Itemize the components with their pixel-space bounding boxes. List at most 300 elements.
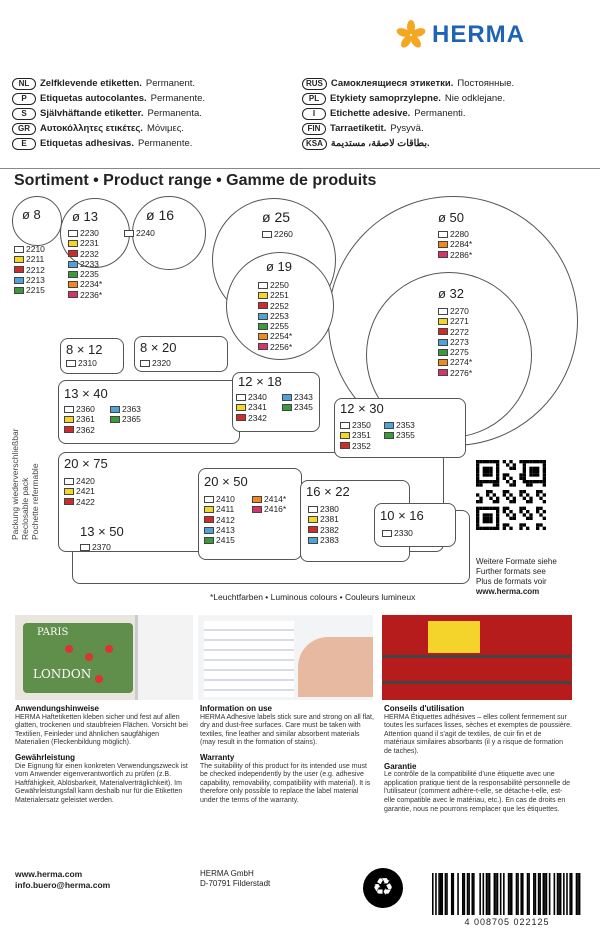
size-label: ø 25 (262, 209, 291, 225)
color-swatch (64, 498, 74, 505)
article-number: 2210 (26, 244, 45, 254)
color-swatch (258, 343, 268, 350)
size-label: ø 8 (22, 207, 41, 222)
article-number: 2260 (274, 229, 293, 239)
article-number: 2382 (320, 524, 339, 535)
section-en-title2: Warranty (200, 752, 235, 762)
section-en-body2: The suitability of this product for its intended use must be checked independently by the user (e.g. adhesive capability, removability, compatibility with material). It is therefore only possible to replace the label material under the terms of the warranty. (200, 762, 371, 804)
article-list (282, 392, 313, 413)
color-swatch (14, 256, 24, 263)
color-swatch (14, 277, 24, 284)
size-label: 8 × 12 (66, 342, 103, 357)
section-de-body1: HERMA Haftetiketten kleben sicher und fest auf allen glatten, trockenen und staubfreien Flächen. Vorsicht bei Textilien, Feinleder und ähnlichen saugfähigen Materialien (Fleckenbildung möglich). (15, 713, 188, 747)
article-list (252, 494, 286, 515)
color-swatch (14, 287, 24, 294)
article-item (64, 404, 95, 414)
article-item (204, 494, 235, 504)
color-swatch (340, 432, 350, 439)
footer-address (200, 869, 270, 889)
language-code: PL (302, 93, 326, 105)
article-number: 2416* (264, 504, 287, 515)
article-item (68, 238, 102, 248)
section-de-body2: Die Eignung für einen konkreten Verwendungszweck ist vom Anwender eigenverantwortlich zu prüfen (z.B. Haftfähigkeit, Ablösbarkeit, Materialverträglichkeit). Im Gewährleistungsfall kann deshalb nur für die Etiketten Materialersatz geleistet werden. (15, 762, 188, 804)
color-swatch (382, 530, 392, 537)
color-swatch (14, 246, 24, 253)
language-code: RUS (302, 78, 327, 90)
article-item (438, 327, 472, 337)
color-swatch (282, 394, 292, 401)
color-swatch (308, 506, 318, 513)
section-fr-body1: HERMA Étiquettes adhésives – elles collent fermement sur toutes les surfaces lisses, sèches et exemptes de poussière. Attention quand il s'agit de textiles, de cuir fin et de matériaux similaires absorbants (il y a risque de formation de taches). (384, 713, 572, 755)
article-number: 2286* (450, 249, 473, 260)
color-swatch (252, 506, 262, 513)
article-list (80, 542, 111, 552)
color-swatch (68, 281, 78, 288)
article-item (282, 392, 313, 402)
language-row (12, 136, 205, 151)
color-swatch (68, 261, 78, 268)
article-number: 2270 (450, 306, 469, 316)
article-number: 2353 (396, 420, 415, 430)
footer-urls (15, 869, 110, 891)
article-number: 2345 (294, 402, 313, 413)
article-number: 2310 (78, 358, 97, 368)
article-list (124, 228, 155, 238)
size-label: 10 × 16 (380, 508, 424, 523)
article-item (438, 368, 472, 378)
article-item (340, 430, 371, 440)
article-item (66, 358, 97, 368)
article-item (438, 316, 472, 326)
article-number: 2284* (450, 239, 473, 250)
photo-sheet (198, 615, 373, 700)
color-swatch (258, 313, 268, 320)
languages-right (302, 76, 514, 151)
flower-icon (396, 20, 426, 50)
language-row (12, 91, 205, 106)
color-swatch (282, 404, 292, 411)
article-number: 2276* (450, 367, 473, 378)
color-swatch (236, 414, 246, 421)
more-formats-line: Weitere Formate siehe (476, 557, 557, 566)
article-number: 2280 (450, 229, 469, 239)
color-swatch (68, 250, 78, 257)
photo-label-paris: PARIS (37, 627, 69, 638)
language-note: Постоянные. (457, 78, 515, 89)
article-item (14, 254, 45, 264)
language-label: Αυτοκόλλητες ετικέτες. (40, 123, 143, 134)
section-fr (384, 705, 572, 814)
reclosable-text (10, 340, 40, 540)
article-list (438, 229, 472, 260)
color-swatch (308, 537, 318, 544)
article-number: 2212 (26, 264, 45, 275)
article-list (66, 358, 97, 368)
photo-label-london: LONDON (33, 667, 92, 681)
color-swatch (124, 230, 134, 237)
article-item (308, 504, 339, 514)
reclosable-line: Packung wiederverschließbar (10, 428, 20, 540)
article-item (282, 402, 313, 412)
size-label: ø 32 (438, 286, 465, 301)
size-label: 13 × 40 (64, 386, 108, 401)
article-item (80, 542, 111, 552)
color-swatch (64, 416, 74, 423)
article-list (64, 476, 95, 507)
color-swatch (258, 302, 268, 309)
color-swatch (64, 478, 74, 485)
article-number: 2231 (80, 238, 99, 249)
color-swatch (258, 282, 268, 289)
color-swatch (140, 360, 150, 367)
article-item (258, 301, 292, 311)
article-number: 2361 (76, 414, 95, 425)
article-item (14, 285, 45, 295)
article-list (140, 358, 171, 368)
color-swatch (258, 292, 268, 299)
article-number: 2421 (76, 486, 95, 497)
article-list (382, 528, 413, 538)
color-swatch (204, 527, 214, 534)
article-number: 2412 (216, 514, 235, 525)
article-number: 2271 (450, 316, 469, 327)
article-number: 2251 (270, 290, 289, 301)
color-swatch (438, 241, 448, 248)
size-label: ø 19 (266, 259, 293, 274)
barcode-number: 4 008705 022125 (464, 917, 550, 927)
color-swatch (438, 318, 448, 325)
article-item (64, 497, 95, 507)
article-number: 2422 (76, 496, 95, 507)
article-number: 2233 (80, 258, 99, 269)
article-number: 2411 (216, 504, 235, 515)
article-number: 2272 (450, 326, 469, 337)
qr-code (476, 460, 546, 530)
article-list (262, 229, 293, 239)
section-en-title1: Information on use (200, 704, 272, 713)
color-swatch (14, 266, 24, 273)
article-number: 2343 (294, 392, 313, 402)
article-item (438, 357, 472, 367)
color-swatch (438, 339, 448, 346)
article-list (68, 228, 102, 300)
size-label: 20 × 50 (204, 474, 248, 489)
language-note: Μόνιμες. (146, 123, 184, 134)
article-item (64, 425, 95, 435)
article-item (340, 420, 371, 430)
color-swatch (438, 369, 448, 376)
size-label: 12 × 18 (238, 374, 282, 389)
article-item (68, 269, 102, 279)
section-de-title2: Gewährleistung (15, 752, 76, 762)
color-swatch (308, 526, 318, 533)
size-label: 13 × 50 (80, 524, 124, 539)
color-swatch (236, 404, 246, 411)
article-item (204, 525, 235, 535)
size-label: ø 13 (72, 209, 99, 224)
article-item (384, 430, 415, 440)
language-row (302, 121, 514, 136)
language-code: S (12, 108, 36, 120)
divider (0, 168, 600, 169)
article-list (308, 504, 339, 545)
article-item (308, 535, 339, 545)
article-number: 2413 (216, 524, 235, 535)
article-item (236, 392, 267, 402)
article-number: 2213 (26, 274, 45, 285)
article-list (64, 404, 95, 435)
section-fr-title2: Garantie (384, 761, 417, 771)
email-link[interactable]: info.buero@herma.com (15, 880, 111, 890)
color-swatch (438, 359, 448, 366)
article-item (236, 402, 267, 412)
article-number: 2352 (352, 440, 371, 451)
article-item (438, 347, 472, 357)
website-link[interactable]: www.herma.com (15, 869, 83, 879)
article-item (204, 504, 235, 514)
color-swatch (68, 271, 78, 278)
color-swatch (308, 516, 318, 523)
article-item (258, 290, 292, 300)
barcode (432, 873, 582, 915)
article-number: 2254* (270, 331, 293, 342)
article-number: 2255 (270, 321, 289, 332)
language-label: بطاقات لاصقة، مستديمة. (330, 138, 430, 149)
language-label: Самоклеящиеся этикетки. (330, 78, 454, 89)
article-list (258, 280, 292, 352)
article-number: 2252 (270, 300, 289, 311)
size-label: 16 × 22 (306, 484, 350, 499)
photo-map (15, 615, 190, 700)
color-swatch (340, 442, 350, 449)
article-number: 2381 (320, 514, 339, 525)
article-number: 2250 (270, 280, 289, 290)
article-number: 2365 (122, 414, 141, 425)
article-list (204, 494, 235, 545)
article-item (258, 342, 292, 352)
brand-name: HERMA (432, 21, 525, 48)
article-item (258, 280, 292, 290)
section-fr-title1: Conseils d'utilisation (384, 704, 465, 713)
language-code: NL (12, 78, 36, 90)
language-label: Etiquetas autocolantes. (40, 93, 147, 104)
color-swatch (64, 488, 74, 495)
article-number: 2230 (80, 228, 99, 238)
article-number: 2415 (216, 535, 235, 546)
article-list (110, 404, 141, 425)
size-label: ø 50 (438, 210, 465, 225)
article-item (258, 311, 292, 321)
section-fr-body2: Le contrôle de la compatibilité d'une étiquette avec une application pratique tient de la responsabilité personnelle de l'utilisateur (comment adhère-t-elle, se détache-t-elle, est-elle compatible avec le matériau, etc.). En cas de droits en garantie, nous ne pourrons remplacer que les étiquettes. (384, 771, 571, 813)
language-label: Etykiety samoprzylepne. (330, 93, 441, 104)
more-formats (476, 557, 557, 597)
section-de (15, 705, 193, 806)
article-item (68, 259, 102, 269)
article-item (14, 275, 45, 285)
article-list (438, 306, 472, 378)
color-swatch (384, 422, 394, 429)
article-number: 2340 (248, 392, 267, 402)
color-swatch (204, 537, 214, 544)
article-number: 2410 (216, 494, 235, 504)
language-note: Permanenti. (414, 108, 466, 119)
language-label: Tarraetiketit. (330, 123, 387, 134)
article-number: 2363 (122, 404, 141, 414)
language-note: Pysyvä. (390, 123, 424, 134)
more-formats-line[interactable]: www.herma.com (476, 587, 540, 596)
reclosable-line: Pochette refermable (30, 463, 40, 540)
article-item (204, 535, 235, 545)
luminous-note: *Leuchtfarben • Luminous colours • Couleurs lumineux (210, 592, 416, 602)
article-item (438, 306, 472, 316)
color-swatch (438, 308, 448, 315)
language-note: Permanente. (150, 93, 206, 104)
color-swatch (340, 422, 350, 429)
article-item (262, 229, 293, 239)
article-number: 2211 (26, 254, 45, 265)
languages-left (12, 76, 205, 151)
article-number: 2370 (92, 542, 111, 552)
language-row (12, 121, 205, 136)
more-formats-line: Further formats see (476, 567, 546, 576)
article-number: 2414* (264, 494, 287, 504)
color-swatch (204, 506, 214, 513)
section-en (200, 705, 375, 806)
language-row (302, 76, 514, 91)
language-label: Zelfklevende etiketten. (40, 78, 142, 89)
herma-logo (396, 20, 525, 50)
language-code: KSA (302, 138, 327, 150)
article-item (110, 404, 141, 414)
color-swatch (438, 231, 448, 238)
language-label: Etichette adesive. (330, 108, 411, 119)
color-swatch (258, 323, 268, 330)
language-code: GR (12, 123, 36, 135)
color-swatch (64, 406, 74, 413)
article-number: 2236* (80, 289, 103, 300)
article-number: 2380 (320, 504, 339, 514)
article-number: 2383 (320, 534, 339, 545)
article-item (438, 250, 472, 260)
article-item (68, 279, 102, 289)
article-number: 2330 (394, 528, 413, 538)
size-label: 12 × 30 (340, 401, 384, 416)
size-label: ø 16 (146, 207, 175, 223)
article-number: 2350 (352, 420, 371, 430)
color-swatch (110, 406, 120, 413)
article-number: 2235 (80, 269, 99, 280)
color-swatch (80, 544, 90, 551)
article-item (438, 239, 472, 249)
color-swatch (438, 349, 448, 356)
article-number: 2274* (450, 357, 473, 368)
language-row (12, 106, 205, 121)
article-number: 2253 (270, 310, 289, 321)
size-label: 8 × 20 (140, 340, 177, 355)
article-list (14, 244, 45, 295)
language-note: Permanent. (145, 78, 196, 89)
article-item (64, 476, 95, 486)
article-number: 2351 (352, 430, 371, 441)
article-number: 2355 (396, 430, 415, 441)
color-swatch (68, 230, 78, 237)
color-swatch (236, 394, 246, 401)
article-item (340, 441, 371, 451)
more-formats-line: Plus de formats voir (476, 577, 547, 586)
article-item (308, 514, 339, 524)
size-label: 20 × 75 (64, 456, 108, 471)
article-item (252, 494, 286, 504)
article-list (340, 420, 371, 451)
color-swatch (64, 426, 74, 433)
article-number: 2362 (76, 424, 95, 435)
color-swatch (68, 291, 78, 298)
article-number: 2240 (136, 228, 155, 238)
language-row (302, 106, 514, 121)
article-item (384, 420, 415, 430)
language-code: P (12, 93, 36, 105)
article-item (258, 331, 292, 341)
company-name: HERMA GmbH (200, 869, 254, 878)
language-code: FIN (302, 123, 326, 135)
article-item (124, 228, 155, 238)
color-swatch (68, 240, 78, 247)
language-note: Nie odklejane. (444, 93, 506, 104)
article-list (236, 392, 267, 423)
language-code: I (302, 108, 326, 120)
article-item (110, 414, 141, 424)
company-address: D-70791 Filderstadt (200, 879, 271, 888)
article-item (140, 358, 171, 368)
article-item (438, 229, 472, 239)
article-item (14, 265, 45, 275)
color-swatch (66, 360, 76, 367)
article-item (68, 249, 102, 259)
article-number: 2256* (270, 341, 293, 352)
article-item (438, 337, 472, 347)
language-note: Permanente. (137, 138, 193, 149)
photo-bins (382, 615, 572, 700)
article-list (384, 420, 415, 441)
language-code: E (12, 138, 36, 150)
color-swatch (262, 231, 272, 238)
article-item (68, 290, 102, 300)
article-item (252, 504, 286, 514)
color-swatch (438, 251, 448, 258)
language-label: Självhäftande etiketter. (40, 108, 144, 119)
color-swatch (258, 333, 268, 340)
color-swatch (204, 516, 214, 523)
color-swatch (438, 328, 448, 335)
reclosable-line: Reclosable pack (20, 477, 30, 540)
article-number: 2420 (76, 476, 95, 486)
sortiment-title: Sortiment • Product range • Gamme de produits (14, 172, 377, 189)
color-swatch (204, 496, 214, 503)
article-item (64, 486, 95, 496)
color-swatch (252, 496, 262, 503)
language-row (302, 91, 514, 106)
article-number: 2320 (152, 358, 171, 368)
language-label: Etiquetas adhesivas. (40, 138, 134, 149)
article-number: 2275 (450, 347, 469, 358)
language-note: Permanenta. (147, 108, 202, 119)
article-item (308, 525, 339, 535)
article-number: 2232 (80, 248, 99, 259)
article-item (14, 244, 45, 254)
section-en-body1: HERMA Adhesive labels stick sure and strong on all flat, dry and dust-free surfaces. Care must be taken with textiles, fine leather and similar absorbent materials (may result in the formation of stains). (200, 713, 374, 747)
article-item (382, 528, 413, 538)
article-number: 2273 (450, 336, 469, 347)
